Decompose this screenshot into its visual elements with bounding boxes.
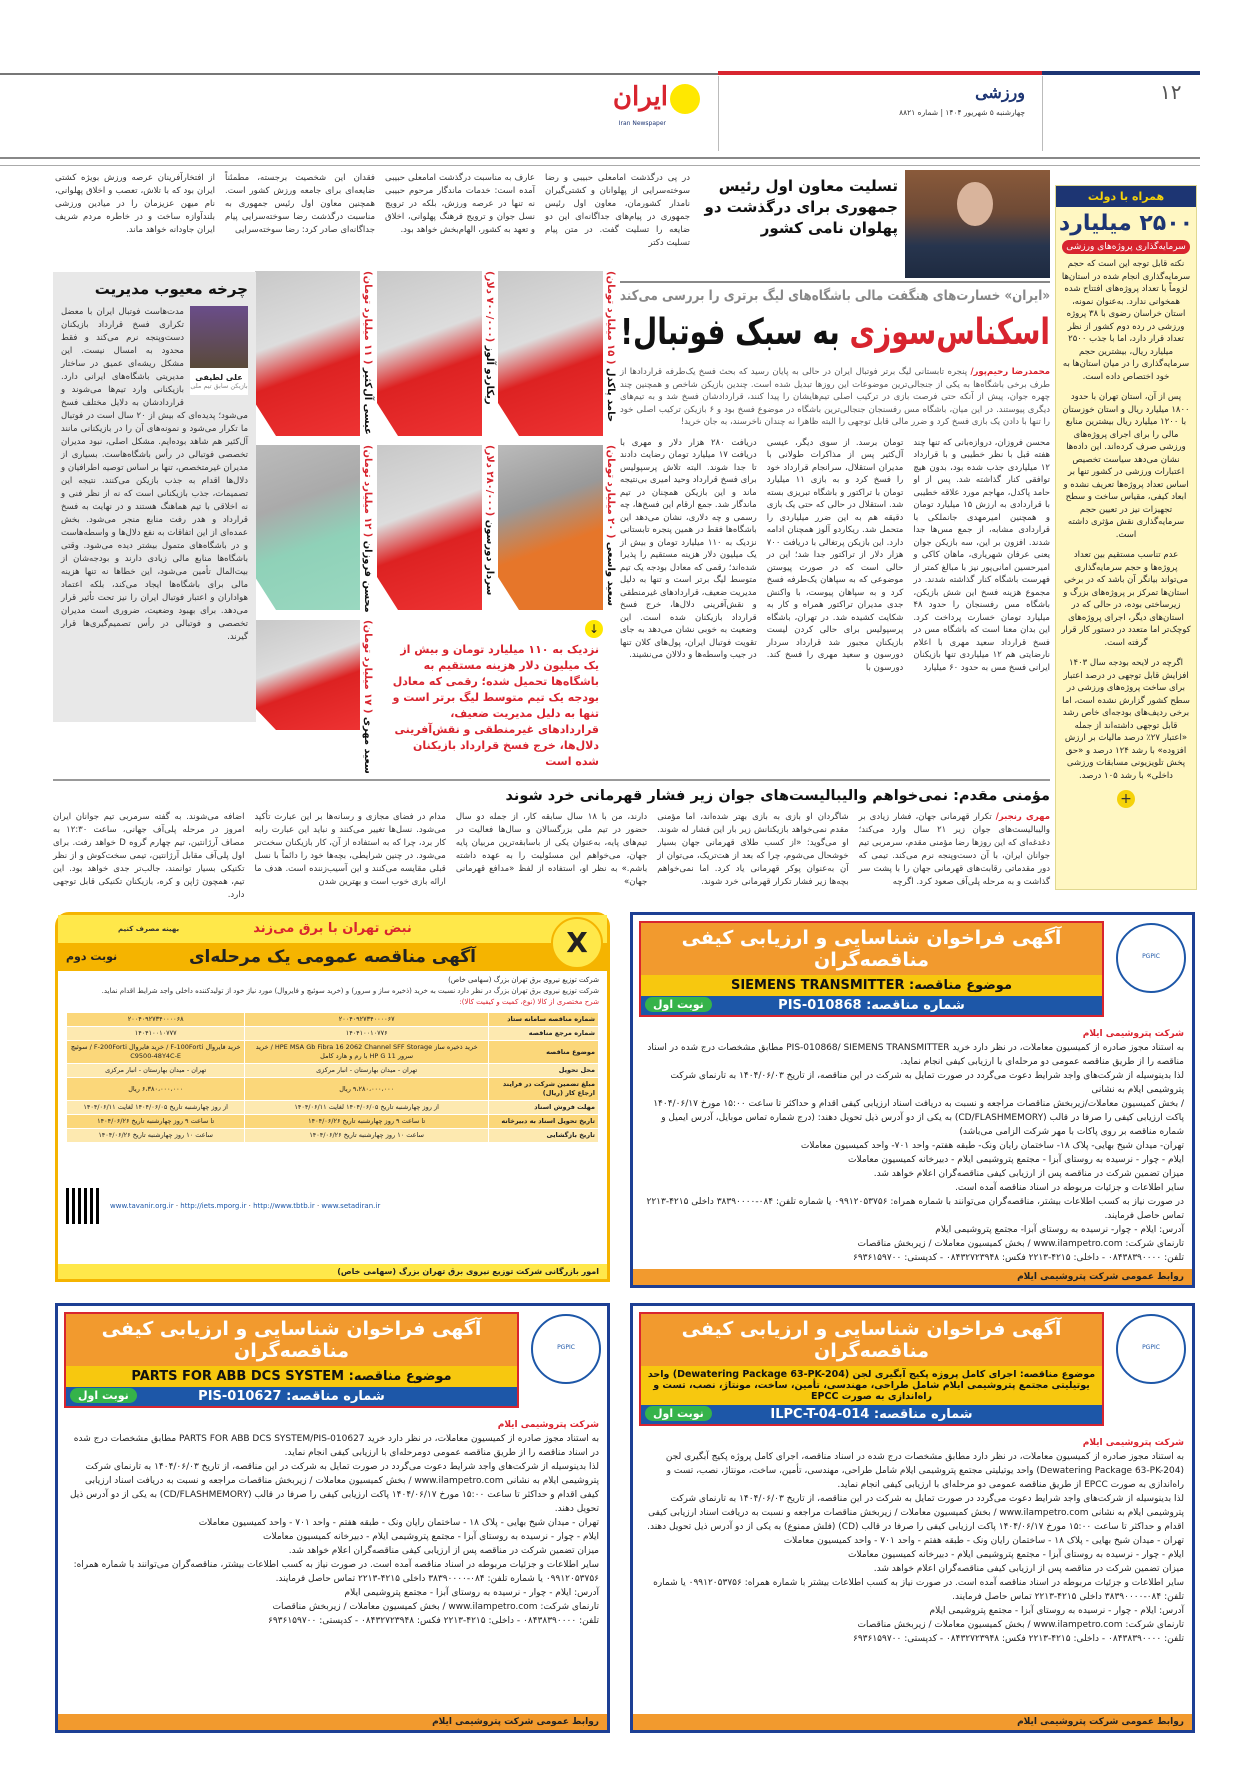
- table-cell: خرید ذخیره ساز HPE MSA Gb Fibra 16 2062 Channel SFF Storage / خرید سرور HP G 11 با رم و هارد کامل: [245, 1041, 489, 1064]
- condolence-photo: [905, 170, 1050, 278]
- ad-paragraph: تارنمای شرکت: www.ilampetro.com / بخش کمیسیون معاملات / زیربخش مناقصات: [272, 1602, 599, 1612]
- sidebar-paragraph: نکته قابل توجه این است که حجم سرمایه‌گذاری انجام شده در استان‌ها لزوماً با تعداد پروژه‌های افتتاح شده همخوانی ندارد. به‌عنوان نمونه، استان خراسان رضوی با ۳۸ پروژه ورزشی در رده دوم کشور از نظر تعداد قرار دارد، اما با جذب ۲۵۰۰ میلیارد ریال، بیشترین حجم سرمایه‌گذاری را در میان استان‌ها به خود اختصاص داده است.: [1061, 259, 1191, 382]
- top-rule-blue: [1042, 71, 1200, 75]
- condolence-col: از افتخارآفرینان عرصه ورزش بویژه کشتی ایران بود که با تلاش، تعصب و اخلاق پهلوانی، نام میهن عزیزمان را در میادین ورزشی بلندآوازه ساخت و در خاطره مردم شریف ایران جاودانه خواهد ماند.: [55, 173, 215, 235]
- logo-divider: [718, 76, 719, 151]
- ad-footer: روابط عمومی شرکت پتروشیمی ایلام: [58, 1714, 607, 1730]
- table-cell: از روز چهارشنبه تاریخ ۱۴۰۴/۰۶/۰۵ لغایت ۱۴۰۴/۰۶/۱۱: [67, 1101, 245, 1115]
- table-cell: ۱۴۰۴۱۰۰۱۰۷۷۶: [245, 1027, 489, 1041]
- ad-dewatering: [630, 1303, 1195, 1733]
- portrait-face: [957, 182, 993, 226]
- banner-text: نبض تهران با برق می‌زند: [253, 921, 412, 936]
- ad-number: [641, 996, 1102, 1015]
- sidebar-investment-box: [1055, 185, 1197, 890]
- main-lead: [620, 366, 1050, 429]
- ad-body: [58, 1414, 607, 1714]
- ad-paragraph: در صورت نیاز به کسب اطلاعات بیشتر، مناقصه‌گران می‌توانند با شماره همراه: ۰۹۹۱۲۰۵۳۷۵۶ یا شماره تلفن: ۰۸۴-۳۸۳۹۰۰۰۰ داخلی ۴۲۱۵-۲۲۱۳ تماس حاصل فرمایند.: [646, 1197, 1184, 1221]
- table-cell: ۲۰۰۴۰۹۲۷۳۴۰۰۰۰۶۷: [245, 1013, 489, 1027]
- player-name: ریکاردو آلوز: [484, 345, 495, 405]
- ad-title-row: [58, 943, 607, 971]
- ad-paragraph: تلفن: ۰۸۴۳۸۳۹۰۰۰۰ - داخلی: ۴۲۱۵-۲۲۱۳ فکس: ۰۸۴۳۲۷۲۳۹۴۸ - کدپستی: ۶۹۳۶۱۵۹۷۰۰: [853, 1634, 1184, 1644]
- company-name: شرکت توزیع نیروی برق تهران بزرگ (سهامی خاص): [448, 976, 599, 984]
- player-name: عیسی آل‌کثیر: [362, 367, 373, 435]
- table-cell: ساعت ۱۰ روز چهارشنبه تاریخ ۱۴۰۴/۰۶/۲۶: [245, 1129, 489, 1143]
- top-rule-red: [718, 71, 1042, 75]
- ad-banner: [58, 915, 607, 943]
- ad-footer: روابط عمومی شرکت پتروشیمی ایلام: [633, 1714, 1192, 1730]
- byline: محمدرضا رحیم‌پور/: [970, 367, 1051, 377]
- section-divider: [1042, 76, 1043, 151]
- player-name: سردار دورسون: [484, 519, 495, 596]
- volleyball-col: اضافه می‌شوند. به گفته سرمربی تیم جوانان ایران امروز در مرحله پلی‌آف جهانی، ساعت ۱۲:۳۰ به مصاف آرژانتین، تیم چهارم گروه D خواهد رفت. برای اول پلی‌آف مقابل آرژانتین، تیمی سخت‌کوش و از نظر تکنیکی بسیار توانمند، جالب‌تر جدی خواهد بود. این تیم، همچون ژاپن و کره، بازیکنان تکنیکی قابل توجهی دارد.: [53, 812, 245, 900]
- table-cell: موضوع مناقصه: [489, 1041, 599, 1064]
- ad-number: [66, 1387, 517, 1406]
- volleyball-col: شاگردان او بازی به بازی بهتر شده‌اند، اما مؤمنی مقدم نمی‌خواهد بازیکنانش زیر بار این فشار له شوند. او می‌گوید: «از کسب طلای قهرمانی جهان بسیار خوشحال می‌شوم، چرا که بعد از هت‌تریک، می‌توان از آن به‌عنوان پوکر قهرمانی یاد کرد. اما نمی‌خواهم بچه‌ها زیر فشار تکرار قهرمانی خرد شوند.: [657, 812, 849, 887]
- ad-paragraph: سایر اطلاعات و جزئیات مربوطه در اسناد مناقصه آمده است. در صورت نیاز به کسب اطلاعات بیشتر با شماره همراه: ۰۹۹۱۲۰۵۳۷۵۶ یا شماره تلفن: ۰۸۴-۳۸۳۹۰۰۰۰ داخلی ۴۲۱۵-۲۲۱۳ تماس حاصل فرمایند.: [653, 1578, 1184, 1602]
- author-photo: [190, 306, 248, 395]
- ad-paragraph: آدرس: ایلام - چوار- نرسیده به روستای آبزا- مجتمع پتروشیمی ایلام: [935, 1225, 1184, 1235]
- turn-badge: نوبت اول: [70, 1388, 137, 1403]
- table-row: [67, 1078, 599, 1101]
- player-name: سعید مهری: [362, 716, 373, 774]
- ad-tavanir: [55, 912, 610, 1282]
- ad-paragraph: ایلام - چوار - نرسیده به روستای آبزا - مجتمع پتروشیمی ایلام - دبیرخانه کمیسیون معاملات: [847, 1155, 1184, 1165]
- opinion-title: چرخه معیوب مدیریت: [94, 280, 248, 298]
- ad-paragraph: سایر اطلاعات و جزئیات مربوطه در اسناد مناقصه آمده است.: [955, 1183, 1184, 1193]
- sidebar-paragraph: عدم تناسب مستقیم بین تعداد پروژه‌ها و حجم سرمایه‌گذاری می‌تواند بیانگر آن باشد که در برخی استان‌ها تمرکز بر پروژه‌های بزرگ و زیرساختی بوده، در حالی که در استان‌های دیگر، اجرای پروژه‌های کوچک‌تر اما متعدد در دستور کار قرار گرفته است.: [1061, 550, 1191, 648]
- iran-logo: [580, 82, 700, 132]
- table-row: [67, 1013, 599, 1027]
- ad-paragraph: تارنمای شرکت: www.ilampetro.com / بخش کمیسیون معاملات / زیربخش مناقصات: [857, 1620, 1184, 1630]
- table-row: [67, 1027, 599, 1041]
- opinion-text: مدت‌هاست فوتبال ایران با معضل تکراری فسخ قرارداد بازیکنان دست‌وپنجه نرم می‌کند و فقط محدود به امسال نیست. این مشکل ریشه‌ای عمیق در ساختار مدیریتی باشگاه‌های ایرانی دارد. بازیکنانی وارد تیم‌ها می‌شوند و قراردادشان به دلایل مختلف فسخ می‌شود؛ پدیده‌ای که بیش از ۲۰ سال است در فوتبال ما تکرار می‌شود و نمونه‌های آن را در بازیکنانی مانند آل‌کثیر هم شاهد بوده‌ایم. مشکل اصلی، نبود مدیران تخصصی فوتبالی در رأس باشگاه‌هاست. بسیاری از مدیران غیرمتخصص، تنها بر اساس توصیه اطرافیان و دلال‌ها اقدام به جذب بازیکن می‌کنند. نتیجه این تصمیمات، جذب بازیکنانی است که نه از نظر فنی و نه اخلاقی با تیم هماهنگ هستند و در نهایت به فسخ قرارداد و هدر رفت منابع منجر می‌شود. بخش عمده‌ای از این اتفاقات به نفع دلال‌ها و واسطه‌هاست و در باشگاه‌های متمول بیشتر دیده می‌شود. وقتی باشگاه‌ها منابع مالی زیادی دارند و بودجه‌شان از بیت‌المال تأمین می‌شود، این خطاها نه تنها هزینه مالی برای باشگاه‌ها ایجاد می‌کند، بلکه اعتماد هواداران و اعتبار فوتبال ایران را نیز تحت تأثیر قرار می‌دهد. برای بهبود وضعیت، ضروری است مدیران تخصصی و فوتبالی در رأس تصمیم‌گیری‌ها قرار گیرند.: [61, 307, 248, 642]
- ad-paragraph: میزان تضمین شرکت در مناقصه پس از ارزیابی کیفی مناقصه‌گران اعلام خواهد شد.: [873, 1169, 1184, 1179]
- player-amount: ( ۱۵ میلیارد تومان): [605, 271, 616, 365]
- table-cell: مبلغ تضمین شرکت در فرایند ارجاع کار (ریال): [489, 1078, 599, 1101]
- table-cell: شماره مرجع مناقصه: [489, 1027, 599, 1041]
- table-cell: ۱۴۰۴۱۰۰۱۰۷۷۷: [67, 1027, 245, 1041]
- link[interactable]: http://www.tbtb.ir: [253, 1201, 315, 1210]
- ad-body: [633, 1023, 1192, 1269]
- table-cell: از روز چهارشنبه تاریخ ۱۴۰۴/۰۶/۰۵ لغایت ۱۴۰۴/۰۶/۱۱: [245, 1101, 489, 1115]
- opinion-box: [53, 272, 256, 722]
- ad-title: آگهی فراخوان شناسایی و ارزیابی کیفی مناقصه‌گران: [641, 923, 1102, 975]
- sidebar-paragraph: اگرچه در لایحه بودجه سال ۱۴۰۳ افزایش قابل توجهی در درصد اعتبار برای ساخت پروژه‌های ورزشی در سطح کشور گزارش نشده است، اما برخی ردیف‌های بودجه‌ای خاص رشد قابل توجهی داشته‌اند از جمله «اعتبار ۲۷٪ درصد مالیات بر ارزش افزوده» با رشد ۱۲۴ درصد و «حق پخش تلویزیونی مسابقات ورزشی داخلی» با رشد ۱۰۵ درصد.: [1062, 658, 1190, 781]
- ad-intro: [58, 971, 607, 1008]
- header-rule-2: [0, 165, 1200, 166]
- ad-links-row: [58, 1147, 607, 1264]
- author-role: بازیکن سابق تیم ملی: [190, 382, 248, 390]
- ad-title: آگهی فراخوان شناسایی و ارزیابی کیفی مناقصه‌گران: [641, 1314, 1102, 1366]
- player-caption: [362, 620, 373, 774]
- link[interactable]: http://iets.mporg.ir: [180, 1201, 247, 1210]
- table-cell: محل تحویل: [489, 1064, 599, 1078]
- ad-paragraph: لذا بدینوسیله از شرکت‌های واجد شرایط دعوت می‌گردد در صورت تمایل به شرکت در این مناقصه، از تاریخ ۱۴۰۴/۰۶/۰۳ به تارنمای شرکت پتروشیمی ایلام به نشانی www.ilampetro.com / بخش کمیسیون معاملات / زیربخش مناقصات مراجعه و نسبت به دریافت اسناد ارزیابی کیفی اقدام و حداکثر تا ساعت ۱۵:۰۰ مورخ ۱۴۰۴/۰۶/۱۷ پاکت ارزیابی کیفی را صرفا در قالب (CD) (فلش ممنوع) به یکی از دو آدرس ذیل تحویل دهند.: [647, 1494, 1184, 1532]
- ad-paragraph: ایلام - چوار - نرسیده به روستای آبزا - مجتمع پتروشیمی ایلام - دبیرخانه کمیسیون معاملات: [847, 1550, 1184, 1560]
- player-caption: [605, 445, 616, 606]
- player-amount: ( ۱۷ میلیارد تومان): [362, 620, 373, 714]
- table-cell: تاریخ تحویل اسناد به دبیرخانه: [489, 1115, 599, 1129]
- condolence-col: فقدان این شخصیت برجسته، مطمئناً ضایعه‌ای برای جامعه ورزش کشور است. همچنین معاون اول رئیس جمهوری به مناسبت درگذشت رضا سوخته‌سرایی پیام جداگانه‌ای صادر کرد: رضا سوخته‌سرایی: [225, 173, 375, 235]
- player-amount: (۲۸۰/۰۰۰ دلار): [484, 445, 495, 517]
- byline: مهری رنجبر/: [995, 812, 1050, 822]
- volleyball-col: [859, 811, 1050, 889]
- table-cell: ۶،۳۸۰،۰۰۰،۰۰۰ ریال: [67, 1078, 245, 1101]
- table-row: [67, 1041, 599, 1064]
- lead-text: پنجره تابستانی لیگ برتر فوتبال ایران در حالی به پایان رسید که بحث فسخ یک‌طرفه قراردادها از طرف برخی باشگاه‌ها به یکی از جنجالی‌ترین موضوعات این روزها تبدیل شده است. چندین بازیکن شاخص و همچنین چند چهره جوان، پیش از آنکه حتی فرصت بازی در ترکیب اصلی تیم‌هایشان را پیدا کنند، قراردادشان فسخ شد و به تیم‌های دیگری پیوستند. در این میان، باشگاه مس رفسنجان جنجالی‌ترین باشگاه در موضوع فسخ بود و ۶ بازیکن ترکیب اصلی خود را تنها با دادن یک بازی فسخ کرد و ضرر مالی قابل توجهی را البته ظاهرا نه چندان ناخرسند، به جان خرید!: [620, 367, 1050, 427]
- ad-subject: موضوع مناقصه: اجرای کامل پروژه پکیج آبگیری لجن (Dewatering Package 63-PK-204) واحد یوتیلیتی مجتمع پتروشیمی ایلام شامل طراحی، مهندسی، تأمین، ساخت، مونتاژ، نصب، تست و راه‌اندازی به صورت EPCC: [641, 1366, 1102, 1405]
- link[interactable]: www.tavanir.org.ir: [110, 1201, 174, 1210]
- volleyball-text: تکرار قهرمانی جهان، فشار زیادی بر والیبالیست‌های جوان زیر ۲۱ سال وارد می‌کند؛ دغدغه‌ای که این روزها رضا مؤمنی مقدم، سرمربی تیم جوانان ایران، با آن دست‌وپنجه نرم می‌کند. تیمی که دور مقدماتی رقابت‌های قهرمانی جهان را با پشت سر گذاشت و به مرحله پلی‌آف صعود کرد. اگرچه: [858, 812, 1050, 887]
- table-cell: ۲۰۰۴۰۹۲۷۳۴۰۰۰۰۶۸: [67, 1013, 245, 1027]
- ad-paragraph: تهران - میدان شیخ بهایی - پلاک ۱۸ - ساختمان رایان ونک - طبقه هفتم - واحد ۷۰۱ - واحد کمیسیون معاملات: [198, 1518, 599, 1528]
- ad-paragraph: / بخش کمیسیون معاملات/زیربخش مناقصات مراجعه و نسبت به دریافت اسناد ارزیابی کیفی اقدام و حداکثر تا ساعت ۱۵:۰۰ مورخ ۱۴۰۴/۰۶/۱۷ پاکت ارزیابی کیفی را صرفا در قالب (CD/FLASHMEMORY) به یکی از دو آدرس ذیل تحویل دهند: (درج شماره تماس موبایل، آدرس ایمیل و شماره مناقصه بر روی پاکات با مهر شرکت الزامی می‌باشد): [653, 1099, 1184, 1137]
- table-cell: شماره مناقصه سامانه ستاد: [489, 1013, 599, 1027]
- headline-red: اسکناس‌سوزی: [849, 312, 1050, 353]
- player-photo: [377, 271, 482, 436]
- tender-number: شماره مناقصه: PIS-010627: [198, 1389, 385, 1404]
- author-name: علی لطیفی: [195, 373, 243, 382]
- turn-badge: نوبت اول: [645, 1406, 712, 1421]
- ad-paragraph: میزان تضمین شرکت در مناقصه پس از ارزیابی کیفی مناقصه‌گران اعلام خواهد شد.: [873, 1564, 1184, 1574]
- volleyball-headline: مؤمنی مقدم: نمی‌خواهم والیبالیست‌های جوان زیر فشار قهرمانی خرد شوند: [505, 788, 1050, 804]
- player-caption: [362, 271, 373, 435]
- link[interactable]: www.setadiran.ir: [321, 1201, 381, 1210]
- table-cell: ساعت ۱۰ روز چهارشنبه تاریخ ۱۴۰۴/۰۶/۲۶: [67, 1129, 245, 1143]
- section-rule: [53, 779, 1050, 781]
- tender-number: شماره مناقصه: PIS-010868: [778, 998, 965, 1013]
- company-name: شرکت پتروشیمی ایلام: [497, 1420, 599, 1430]
- ad-body: [633, 1432, 1192, 1714]
- ad-paragraph: تارنمای شرکت: www.ilampetro.com / بخش کمیسیون معاملات / زیربخش مناقصات: [857, 1239, 1184, 1249]
- page-number: ۱۲: [1160, 80, 1182, 104]
- sidebar-kicker: همراه با دولت: [1056, 186, 1196, 207]
- ad-paragraph: میزان تضمین شرکت در مناقصه پس از ارزیابی کیفی مناقصه‌گران اعلام خواهد شد.: [288, 1546, 599, 1556]
- ad-title: آگهی فراخوان شناسایی و ارزیابی کیفی مناقصه‌گران: [66, 1314, 517, 1366]
- condolence-col: عارف به مناسبت درگذشت امامعلی حبیبی آمده است: خدمات ماندگار مرحوم حبیبی نه تنها در عرصه ورزش، بلکه در ترویج نسل جوان و ترویج فرهنگ پهلوانی، اخلاق و تعهد به کشور، الهام‌بخش خواهد بود.: [385, 173, 535, 235]
- avatar: [190, 306, 248, 368]
- table-row: [67, 1064, 599, 1078]
- table-cell: تاریخ بازگشایی: [489, 1129, 599, 1143]
- pgpic-logo-icon: PGPIC: [1116, 923, 1186, 993]
- section-rule: [620, 281, 1050, 283]
- player-amount: ( ۲۰ میلیارد تومان): [605, 445, 616, 539]
- sidebar-big-number: ۲۵۰۰ میلیارد: [1058, 211, 1194, 236]
- ad-title: آگهی مناقصه عمومی یک مرحله‌ای: [188, 947, 477, 967]
- header-rule: [0, 157, 1200, 159]
- table-row: [67, 1115, 599, 1129]
- table-cell: مهلت فروش اسناد: [489, 1101, 599, 1115]
- ad-subject: موضوع مناقصه: SIEMENS TRANSMITTER: [641, 975, 1102, 996]
- ad-footer: امور بازرگانی شرکت توزیع نیروی برق تهران بزرگ (سهامی خاص): [58, 1264, 607, 1279]
- player-name: حامد پاکدل: [605, 367, 616, 423]
- player-photo: [498, 271, 603, 436]
- table-cell: تا ساعت ۹ روز چهارشنبه تاریخ ۱۴۰۴/۰۶/۲۶: [67, 1115, 245, 1129]
- plus-icon: +: [1117, 790, 1135, 808]
- sidebar-pill: سرمایه‌گذاری پروژه‌های ورزشی: [1062, 240, 1190, 254]
- turn-label: نوبت دوم: [66, 950, 118, 963]
- pgpic-logo-icon: PGPIC: [531, 1314, 601, 1384]
- banner-note: بهینه مصرف کنیم: [118, 925, 180, 933]
- arrow-down-icon: ↓: [585, 620, 603, 638]
- player-caption: [484, 445, 495, 595]
- turn-badge: نوبت اول: [645, 997, 712, 1012]
- player-caption: [484, 271, 495, 405]
- intro2-text: شرح مختصری از کالا (نوع، کمیت و کیفیت کالا):: [459, 998, 599, 1006]
- tender-number: شماره مناقصه: ILPC-T-04-014: [770, 1407, 973, 1422]
- player-photo: [255, 271, 360, 436]
- headline-black: به سبک فوتبال!: [620, 312, 840, 353]
- player-name: سعید واسعی: [605, 541, 616, 606]
- ad-paragraph: سایر اطلاعات و جزئیات مربوطه در اسناد مناقصه آمده است. در صورت نیاز به کسب اطلاعات بیشتر، مناقصه‌گران می‌توانند با شماره همراه: ۰۹۹۱۲۰۵۳۷۵۶ یا شماره تلفن: ۰۸۴-۳۸۳۹۰۰۰۰ داخلی ۴۲۱۵-۲۲۱۳ تماس حاصل فرمایند.: [73, 1560, 599, 1584]
- ad-number: [641, 1405, 1102, 1424]
- ad-paragraph: تلفن: ۰۸۴۳۸۳۹۰۰۰۰ - داخلی: ۴۲۱۵-۲۲۱۳ فکس: ۰۸۴۳۲۷۲۳۹۴۸ - کدپستی: ۶۹۳۶۱۵۹۷۰۰: [853, 1253, 1184, 1263]
- ad-paragraph: تهران - میدان شیخ بهایی - پلاک ۱۸ - ساختمان رایان ونک - طبقه هفتم - واحد ۷۰۱ - واحد کمیسیون معاملات: [783, 1536, 1184, 1546]
- ad-paragraph: تلفن: ۰۸۴۳۸۳۹۰۰۰۰ - داخلی: ۴۲۱۵-۲۲۱۳ فکس: ۰۸۴۳۲۷۲۳۹۴۸ - کدپستی: ۶۹۳۶۱۵۹۷۰۰: [268, 1616, 599, 1626]
- company-name: شرکت پتروشیمی ایلام: [1082, 1029, 1184, 1039]
- body-columns: [620, 437, 1050, 675]
- volleyball-col: دارند، من با ۱۸ سال سابقه کار، از جمله دو سال حضور در تیم ملی بزرگسالان و سال‌ها فعالیت در تیم‌های پایه، به‌عنوان یکی از باسابقه‌ترین مربیان پایه جهان، می‌خواهم این مسئولیت را به عهده داشته باشم.» به نظر او، استفاده از لفظ «مدافع قهرمانی جهان»: [455, 812, 648, 887]
- player-amount: ( ۱۲ میلیارد تومان): [362, 445, 373, 538]
- section-title: ورزشی: [975, 83, 1025, 102]
- volleyball-col: مدام در فضای مجازی و رسانه‌ها بر این عبارت تأکید می‌شود. نسل‌ها تغییر می‌کنند و نباید این عبارت رابه کار برد، چرا که به استفاده از آن، کار بازیکنان سخت‌تر می‌شود. در چنین شرایطی، بچه‌ها خود را دائماً با نسل قبلی مقایسه می‌کنند و این آسیب‌زننده است. هدف ما ارائه بازی خوب است و بهترین شدن: [254, 812, 446, 887]
- logo-sun-icon: [670, 84, 700, 114]
- body-col: تومان برسد. از سوی دیگر، عیسی آل‌کثیر پس از مذاکرات طولانی با مدیران استقلال، سرانجام قرارداد خود را فسخ کرد و به بازی ۱۱ میلیارد تومان با تراکتور و باشگاه تبریزی بسته شد. استقلال در حالی که حتی یک بازی دقیقه هم به این ضرر میلیاردی را متحمل شد. ریکاردو آلوز همچنان ادامه دارد. این بازیکن پرتغالی با دریافت ۷۰۰ هزار دلار از تراکتور جدا شد؛ این در حالی است که در صورت پیوستن موضوعی که به سپاهان یک‌طرفه فسخ کرد و به سپاهان پیوست، با واکنش جدی مدیران تراکتور همراه و کار به شکایت کشیده شد. در تهران، باشگاه پرسپولیس برای حالی کردن لیست بازیکنان مجبور شد قرارداد سردار دورسون و سعید مهری را فسخ کند. دورسون با: [766, 437, 904, 673]
- ad-paragraph: به استناد مجوز صادره از کمیسیون معاملات، در نظر دارد خرید PIS-010868/ SIEMENS TRANSMITTER مطابق مشخصات درج شده در اسناد مناقصه را از طریق مناقصه عمومی دو مرحله‌ای با ارزیابی کیفی انجام نماید.: [647, 1043, 1184, 1067]
- ad-paragraph: به استناد مجوز صادره از کمیسیون معاملات، در نظر دارد خرید PARTS FOR ABB DCS SYSTEM/PIS-010627 مطابق مشخصات درج شده در اسناد مناقصه را از طریق مناقصه عمومی دومرحله‌ای با ارزیابی کیفی انجام نماید.: [73, 1434, 599, 1458]
- logo-subtitle: Iran Newspaper: [618, 120, 666, 127]
- volleyball-columns: [53, 811, 1050, 902]
- power-logo-icon: X: [551, 917, 603, 969]
- ad-paragraph: لذا بدینوسیله از شرکت‌های واجد شرایط دعوت می‌گردد در صورت تمایل به شرکت در این مناقصه، از تاریخ ۱۴۰۴/۰۶/۰۳ به تارنمای شرکت پتروشیمی ایلام به نشانی: [670, 1071, 1184, 1095]
- player-name: محسن فروزان: [362, 540, 373, 613]
- main-kicker: «ایران» خسارت‌های هنگفت مالی باشگاه‌های لیگ برتری را بررسی می‌کند: [619, 288, 1050, 304]
- ad-paragraph: ایلام - چوار - نرسیده به روستای آبزا - مجتمع پتروشیمی ایلام - دبیرخانه کمیسیون معاملات: [262, 1532, 599, 1542]
- ad-paragraph: تهران- میدان شیخ بهایی- پلاک ۱۸- ساختمان رایان ونک- طبقه هفتم- واحد ۷۰۱- واحد کمیسیون معاملات: [800, 1141, 1184, 1151]
- ad-footer: روابط عمومی شرکت پتروشیمی ایلام: [633, 1269, 1192, 1285]
- player-amount: ( ۱۱ میلیارد تومان): [362, 271, 373, 365]
- pgpic-logo-icon: PGPIC: [1116, 1314, 1186, 1384]
- company-name: شرکت پتروشیمی ایلام: [1082, 1438, 1184, 1448]
- top-rule-gray: [0, 73, 718, 75]
- table-row: [67, 1129, 599, 1143]
- pullquote: نزدیک به ۱۱۰ میلیارد تومان و بیش از یک میلیون دلار هزینه مستقیم به باشگاه‌ها تحمیل شده؛ رقمی که معادل بودجه یک تیم متوسط لیگ برتر است و تنها به دلیل مدیریت ضعیف، قراردادهای غیرمنطقی و نقش‌آفرینی دلال‌ها، خرج فسخ قرارداد بازیکنان شده است: [392, 643, 599, 768]
- date-line: چهارشنبه ۵ شهریور ۱۴۰۴ | شماره ۸۸۲۱: [899, 108, 1025, 117]
- volleyball-article: [53, 785, 1050, 902]
- ad-paragraph: به استناد مجوز صادره از کمیسیون معاملات، در نظر دارد مطابق مشخصات درج شده در اسناد مناقصه، اجرای کامل پروژه پکیج آبگیری لجن (Dewatering Package 63-PK-204) واحد یوتیلیتی مجتمع پتروشیمی ایلام شامل طراحی، مهندسی، تأمین، ساخت، مونتاژ، نصب، تست و راه‌اندازی به صورت EPCC از طریق مناقصه عمومی دو مرحله‌ای با ارزیابی کیفی انجام نماید.: [665, 1452, 1184, 1490]
- ad-paragraph: آدرس: ایلام - چوار - نرسیده به روستای آبزا - مجتمع پتروشیمی ایلام: [929, 1606, 1184, 1616]
- ad-paragraph: لذا بدینوسیله از شرکت‌های واجد شرایط دعوت می‌گردد در صورت تمایل به شرکت در این مناقصه، از تاریخ ۱۴۰۴/۰۶/۰۳ به تارنمای شرکت پتروشیمی ایلام به نشانی www.ilampetro.com / بخش کمیسیون معاملات / زیربخش مناقصات مراجعه و نسبت به دریافت اسناد ارزیابی کیفی اقدام و حداکثر تا ساعت ۱۵:۰۰ مورخ ۱۴۰۴/۰۶/۱۷ پاکت ارزیابی کیفی را صرفا در قالب (CD/FLASHMEMORY) به یکی از دو آدرس ذیل تحویل دهند.: [69, 1462, 599, 1514]
- logo-text: ایران: [612, 82, 668, 112]
- ad-links: www.tavanir.org.ir · http://iets.mporg.ir · http://www.tbtb.ir · www.setadiran.ir: [110, 1201, 381, 1210]
- body-col: دریافت ۲۸۰ هزار دلار و مهری با دریافت ۱۷ میلیارد تومان رضایت دادند تا جدا شوند. البته تلاش پرسپولیس برای فسخ قرارداد وحید امیری بی‌نتیجه ماند و این بازیکن همچنان در تیم ماندگار شد. جمع ارقام این فسخ‌ها، چه رسمی و چه دلاری، نشان می‌دهد این باشگاه‌ها فقط در همین پنجره تابستانی نزدیک به ۱۱۰ میلیارد تومان و بیش از یک میلیون دلار هزینه مستقیم را پذیرا شده‌اند؛ رقمی که معادل بودجه یک تیم متوسط لیگ برتر است و تنها به دلیل مدیریت ضعیف، قراردادهای غیرمنطقی و نقش‌آفرینی دلال‌ها، خرج فسخ قرارداد بازیکنان شده است. این وضعیت به خوبی نشان می‌دهد به جای تقویت فوتبال ایران، پول‌های کلان تنها در جیب واسطه‌ها و دلالان می‌نشیند.: [620, 437, 757, 660]
- table-row: [67, 1101, 599, 1115]
- table-cell: ۹،۲۸۰،۰۰۰،۰۰۰ ریال: [245, 1078, 489, 1101]
- player-photo: [255, 620, 360, 730]
- intro-text: شرکت توزیع نیروی برق تهران بزرگ در نظر دارد نسبت به خرید (ذخیره ساز و سرور) و (خرید سوئیچ و فایروال) مورد نیاز خود از تولیدکننده داخلی واجد شرایط اقدام نماید.: [101, 987, 599, 995]
- table-cell: خرید فایروال F-100Forti / خرید فایروال F-200Forti / سوئیچ C9500-48Y4C-E: [67, 1041, 245, 1064]
- player-photo: [255, 445, 360, 610]
- main-article: [620, 286, 1050, 674]
- player-amount: (۷۰۰/۰۰۰ دلار): [484, 271, 495, 343]
- player-caption: [605, 271, 616, 422]
- qr-code-icon: [66, 1188, 102, 1224]
- ad-paragraph: آدرس: ایلام - چوار - نرسیده به روستای آبزا - مجتمع پتروشیمی ایلام: [344, 1588, 599, 1598]
- tender-table: [66, 1012, 599, 1143]
- ad-siemens: [630, 912, 1195, 1288]
- ad-abb: [55, 1303, 610, 1733]
- ad-subject: موضوع مناقصه: PARTS FOR ABB DCS SYSTEM: [66, 1366, 517, 1387]
- table-cell: تهران - میدان بهارستان - انبار مرکزی: [245, 1064, 489, 1078]
- table-cell: تهران - میدان بهارستان - انبار مرکزی: [67, 1064, 245, 1078]
- condolence-headline: تسلیت معاون اول رئیس جمهوری برای درگذشت دو پهلوان نامی کشور: [704, 177, 898, 237]
- player-photo: [377, 445, 482, 610]
- player-caption: [362, 445, 373, 613]
- main-headline: [620, 306, 1050, 360]
- table-cell: تا ساعت ۹ روز چهارشنبه تاریخ ۱۴۰۴/۰۶/۲۶: [245, 1115, 489, 1129]
- body-col: محسن فروزان، دروازه‌بانی که تنها چند هفته قبل با نظر خطیبی و با قرارداد ۱۲ میلیاردی جذب شده بود، بدون هیچ توافقی کنار گذاشته شد. پس از او حامد پاکدل، مهاجم مورد علاقه خطیبی با قراردادی به ارزش ۱۵ میلیارد تومان و همچنین امیرمهدی جانملکی با قراردادی مشابه، از جمع مس‌ها جدا شدند. افزون بر این، سه بازیکن جوان یعنی عرفان شهریاری، ماهان کاکی و امیرحسین امانی‌پور نیز با مبالغ کمتر از فهرست باشگاه کنار گذاشته شدند. در مجموع هزینه فسخ این شش بازیکن، باشگاه مس رفسنجان را حدود ۴۸ میلیارد تومان خسارت پرداخت کرد. این بدان معنا است که باشگاه مس در فسخ قرارداد سعید مهری با اعلام نارضایتی هم ۱۲ میلیاردی تنها بازیکنان ایرانی فسخ مس به حدود ۶۰ میلیارد: [913, 437, 1051, 673]
- condolence-col: در پی درگذشت امامعلی حبیبی و رضا سوخته‌سرایی از پهلوانان و کشتی‌گیران نامدار کشورمان، معاون اول رئیس جمهوری در پیام‌های جداگانه‌ای این دو ضایعه را تسلیت گفت. در متن پیام تسلیت دکتر: [545, 173, 690, 248]
- sidebar-paragraph: پس از آن، استان تهران با حدود ۱۸۰۰ میلیارد ریال و استان خوزستان با ۱۲۰۰ میلیارد ریال بیشترین منابع مالی را برای اجرای پروژه‌های ورزشی صرف کرده‌اند. این داده‌ها نشان می‌دهد سیاست تخصیص اعتبارات ورزشی در کشور تنها بر اساس تعداد پروژه‌ها تعریف نشده و ابعاد کیفی، مقیاس ساخت و سطح تجهیزات نیز در تعیین حجم سرمایه‌گذاری نقش مؤثری داشته است.: [1062, 392, 1190, 540]
- player-photo: [498, 445, 603, 610]
